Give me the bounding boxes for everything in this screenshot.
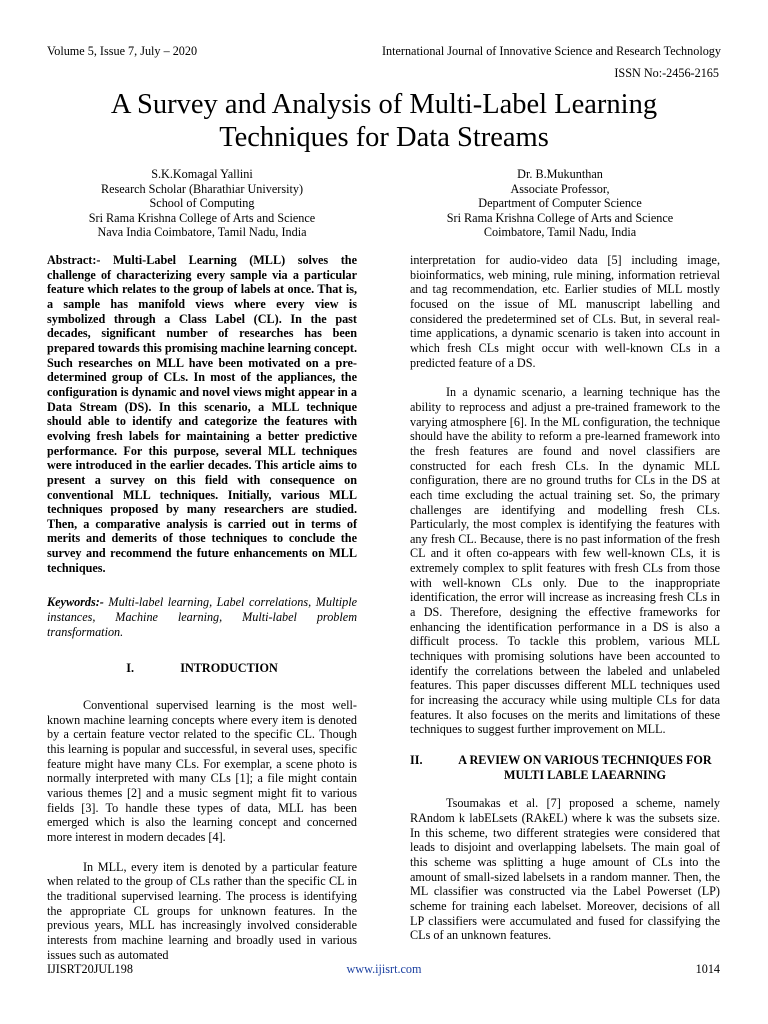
keywords-text: Multi-label learning, Label correlations, Multiple instances, Machine learning, Multi-label problem transformation.	[47, 595, 357, 639]
footer-website-link[interactable]: www.ijisrt.com	[346, 962, 422, 976]
author-block-2	[400, 167, 720, 240]
author-affiliation: School of Computing	[149, 196, 255, 211]
volume-info: Volume 5, Issue 7, July – 2020	[47, 44, 198, 58]
author-name: S.K.Komagal Yallini	[151, 167, 253, 181]
author-affiliation: Associate Professor,	[510, 181, 610, 196]
author-affiliation: Coimbatore, Tamil Nadu, India	[483, 225, 637, 240]
section-heading-introduction	[47, 661, 357, 676]
section-title: INTRODUCTION	[180, 661, 278, 676]
paper-title-line-1: A Survey and Analysis of Multi-Label Learning	[110, 89, 658, 120]
intro-paragraph-2: In MLL, every item is denoted by a particular feature when related to the group of CLs rather than the specific CL in the traditional supervised learning. The process is identifying the appropriate CL groups for unknown features. In the previous years, MLL has increasingly involved considerable interests from machine learning and broadly used in various issues such as automated	[47, 859, 357, 962]
author-affiliation: Sri Rama Krishna College of Arts and Science	[88, 210, 316, 225]
abstract: Abstract:- Multi-Label Learning (MLL) solves the challenge of characterizing every sample via a particular feature which relates to the group of labels at once. That is, a sample has manifold views where every view is symbolized through a Class Label (CL). In the past decades, significant number of researches has been prepared towards this promising machine learning concept. Such researches on MLL have been motivated on a pre-determined group of CLs. In most of the appliances, the configuration is dynamic and novel views might appear in a Data Stream (DS). In this scenario, a MLL technique should able to identify and categorize the features with evolving fresh labels for maintaining a better predictive performance. For this purpose, several MLL techniques were introduced in the earlier decades. This article aims to present a survey on this field with consequence on conventional MLL techniques. Initially, various MLL techniques proposed by many researchers are studied. Then, a comparative analysis is carried out in terms of merits and demerits of those techniques to conclude the survey and recommend the future enhancements on MLL techniques.	[47, 253, 357, 575]
author-block-1	[42, 167, 362, 240]
section-title: A REVIEW ON VARIOUS TECHNIQUES FOR MULTI LABLE LAEARNING	[458, 753, 712, 782]
author-affiliation: Department of Computer Science	[478, 196, 642, 211]
section-number: II.	[410, 753, 423, 767]
author-affiliation: Sri Rama Krishna College of Arts and Science	[446, 210, 674, 225]
left-column	[47, 253, 357, 962]
author-affiliation: Research Scholar (Bharathiar University)	[100, 181, 304, 196]
author-name: Dr. B.Mukunthan	[517, 167, 603, 181]
right-paragraph-1: interpretation for audio-video data [5] including image, bioinformatics, web mining, rule mining, information retrieval and tag recommendation, etc. Earlier studies of MLL mostly focused on the issue of ML manuscript labelling and considered the predetermined set of CLs. But, in several real-time applications, a dynamic scenario is taken into account in which fresh CLs might occur with well-known CLs in a predicted feature of a DS.	[410, 253, 720, 370]
keywords	[47, 595, 357, 639]
journal-name: International Journal of Innovative Science and Research Technology	[381, 44, 721, 58]
issn: ISSN No:-2456-2165	[614, 66, 719, 80]
footer-page-number: 1014	[695, 962, 720, 976]
section-number: I.	[126, 661, 135, 676]
author-affiliation: Nava India Coimbatore, Tamil Nadu, India	[97, 225, 307, 240]
right-paragraph-2: In a dynamic scenario, a learning technique has the ability to reprocess and adjust a pre-trained framework to the varying atmosphere [6]. In the ML configuration, the technique should have the ability to reform a pre-learned framework into the fresh features are found and novel classifiers are constructed for each fresh CLs. In the dynamic MLL configuration, there are no ground truths for CLs in the DS at each time excluding the actual training set. So, the primary challenges are identifying and modelling fresh CLs. Particularly, the most complex is identifying the features with any fresh CL. Because, there is no past information of the fresh CL and it often co-appears with few well-known CLs, it is extremely complex to split features with fresh CLs from those with well-known CLs only. Due to the inappropriate identification, the error will increase as increasing fresh CLs in a DS. Therefore, designing the effective frameworks for enhancing the identification performance in a DS is also a difficult process. To tackle this problem, various MLL techniques with promising solutions have been accounted to identify the correlations between the labeled and unlabeled features. This paper discusses different MLL techniques used for increasing the accuracy while using multiple CLs for data features. It also focuses on the merits and limitations of these techniques to suggest further improvement on MLL.	[410, 385, 720, 737]
section-heading-review	[410, 753, 720, 782]
intro-paragraph-1: Conventional supervised learning is the most well-known machine learning concepts where every item is denoted by a certain feature vector related to the specific CL. Though this learning is popular and successful, in several uses, specific feature might have many CLs. For exemplar, a scene photo is normally interpreted with many CLs [1]; a file might contain various themes [2] and a music segment might fit to various fields [3]. To handle these types of data, MLL has been emerged which is also the learning concept and concerned more interest in modern decades [4].	[47, 698, 357, 844]
footer-paper-code: IJISRT20JUL198	[47, 962, 133, 976]
right-column	[410, 253, 720, 943]
paper-title-line-2: Techniques for Data Streams	[219, 122, 549, 153]
paper-title	[47, 88, 721, 154]
keywords-label: Keywords:-	[47, 595, 104, 610]
review-paragraph-1: Tsoumakas et al. [7] proposed a scheme, namely RAndom k labELsets (RAkEL) where k was the subsets size. In this scheme, two different strategies were considered that leads to disjoint and overlapping labelsets. The main goal of this scheme was splitting a huge amount of CLs into the amount of small-sized labelsets in a random manner. Then, the ML classifier was constructed via the Label Powerset (LP) scheme for training each labelset. Moreover, decisions of all LP classifiers were accumulated and fused for classifying the CLs of an unknown features.	[410, 796, 720, 943]
